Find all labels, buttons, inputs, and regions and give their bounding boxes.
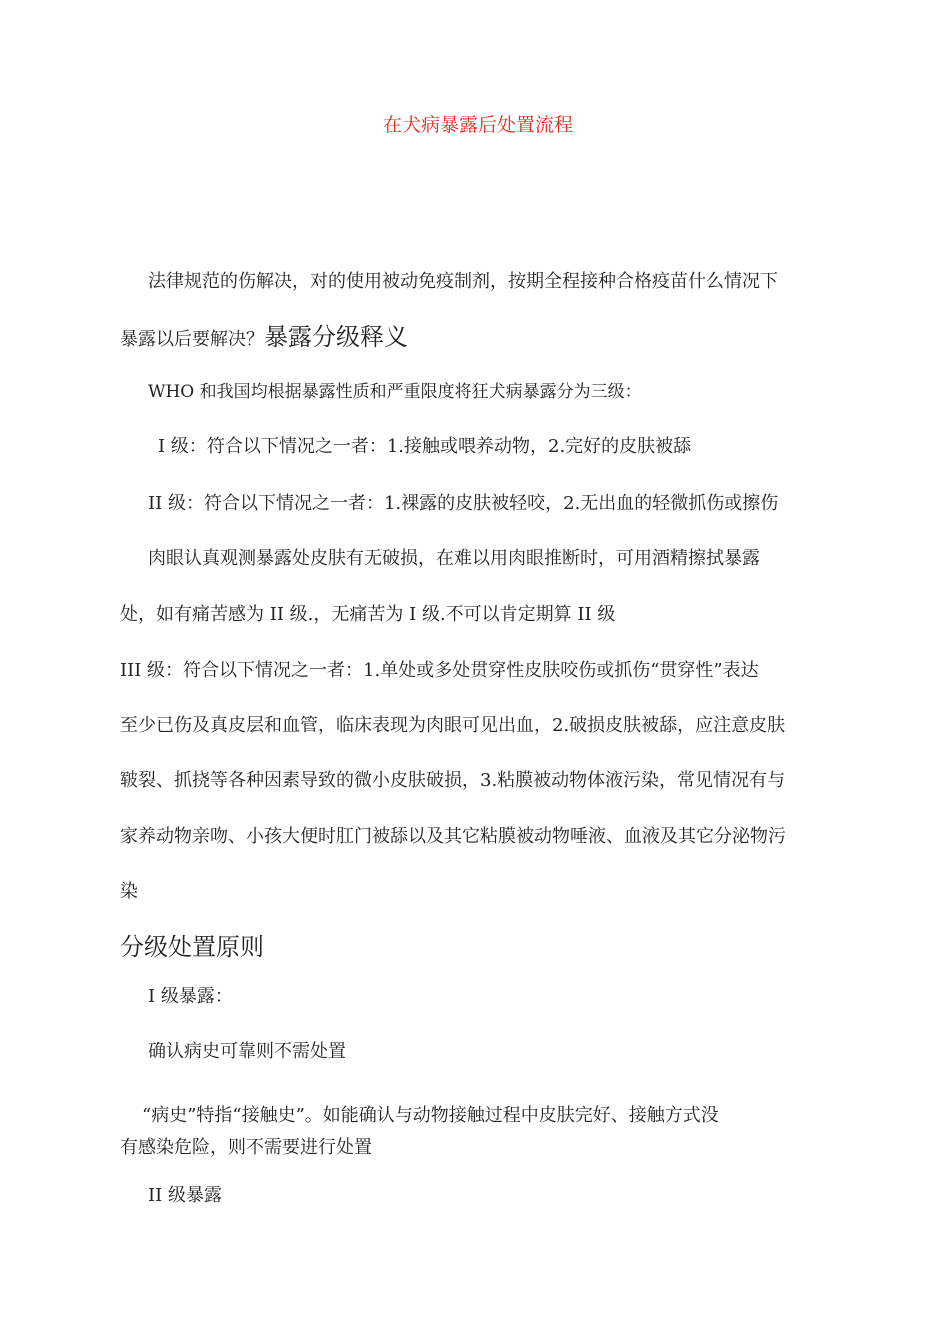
grade-3-line-1: III 级：符合以下情况之一者：1.单处或多处贯穿性皮肤咬伤或抓伤“贯穿性”表达	[120, 660, 759, 681]
document-title: 在犬病暴露后处置流程	[383, 114, 574, 136]
grade-2-definition: II 级：符合以下情况之一者：1.裸露的皮肤被轻咬，2.无出血的轻微抓伤或擦伤	[148, 493, 779, 514]
exposure-grading-heading: 暴露分级释义	[264, 323, 408, 351]
observation-line-2: 处，如有痛苦感为 II 级.，无痛苦为 I 级.不可以肯定期算 II 级	[120, 604, 616, 625]
grade-1-definition: I 级：符合以下情况之一者：1.接触或喂养动物，2.完好的皮肤被舔	[158, 436, 692, 457]
grade-3-line-4: 家养动物亲吻、小孩大便时肛门被舔以及其它粘膜被动物唾液、血液及其它分泌物污	[120, 826, 786, 847]
intro-line-1: 法律规范的伤解决，对的使用被动免疫制剂，按期全程接种合格疫苗什么情况下	[148, 271, 778, 292]
grade-3-line-3: 皲裂、抓挠等各种因素导致的微小皮肤破损，3.粘膜被动物体液污染，常见情况有与	[120, 770, 786, 791]
observation-line-1: 肉眼认真观测暴露处皮肤有无破损，在难以用肉眼推断时，可用酒精擦拭暴露	[148, 548, 760, 569]
principles-heading: 分级处置原则	[120, 933, 264, 961]
history-note-line-2: 有感染危险，则不需要进行处置	[120, 1137, 372, 1158]
grade-2-exposure-label: II 级暴露	[148, 1185, 222, 1206]
who-classification-line: WHO 和我国均根据暴露性质和严重限度将狂犬病暴露分为三级：	[148, 382, 642, 402]
history-note-line-1: “病史”特指“接触史”。如能确认与动物接触过程中皮肤完好、接触方式没	[142, 1105, 719, 1126]
intro-question: 暴露以后要解决？	[120, 329, 264, 350]
grade-1-exposure-label: I 级暴露：	[148, 986, 233, 1007]
intro-line-2	[120, 325, 408, 349]
grade-3-line-5: 染	[120, 881, 138, 902]
grade-1-exposure-text: 确认病史可靠则不需处置	[148, 1041, 346, 1062]
grade-3-line-2: 至少已伤及真皮层和血管，临床表现为肉眼可见出血，2.破损皮肤被舔，应注意皮肤	[120, 715, 786, 736]
